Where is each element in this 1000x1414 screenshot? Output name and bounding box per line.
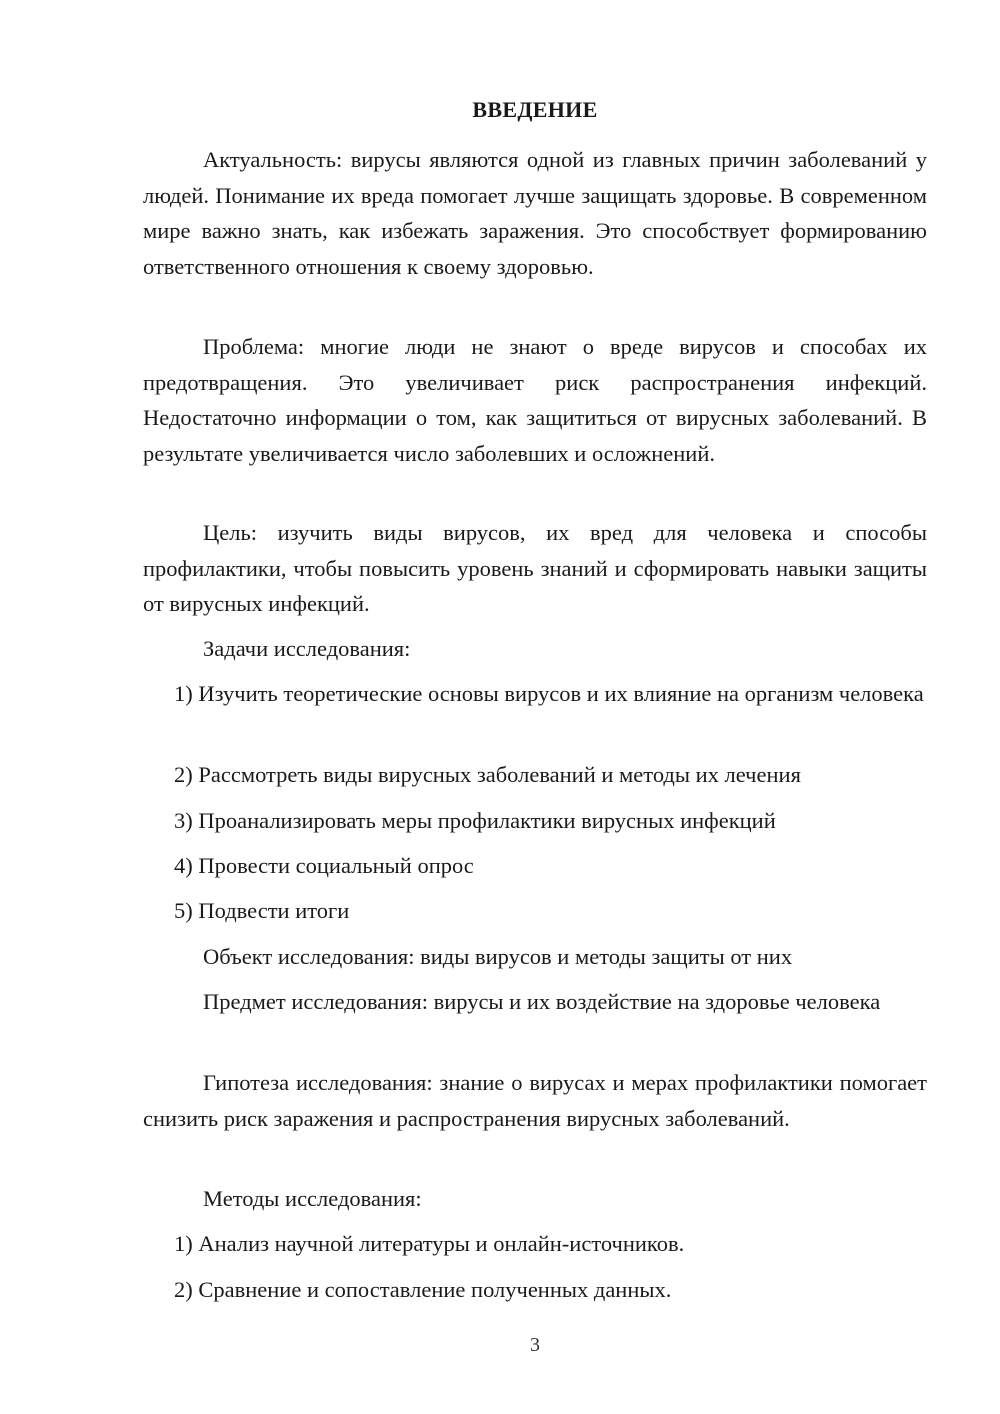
method-item: 1) Анализ научной литературы и онлайн-источников. — [174, 1231, 685, 1256]
problem-paragraph: Проблема: многие люди не знают о вреде вирусов и способах их предотвращения. Это увеличивает риск распространения инфекций. Недостаточно информации о том, как защититься от вирусных заболеваний. В результате увеличивается число заболевших и осложнений. — [143, 334, 927, 466]
task-item: 5) Подвести итоги — [174, 898, 350, 923]
object-paragraph: Объект исследования: виды вирусов и методы защиты от них — [203, 944, 793, 969]
hypothesis-paragraph: Гипотеза исследования: знание о вирусах и мерах профилактики помогает снизить риск заражения и распространения вирусных заболеваний. — [143, 1070, 927, 1131]
goal-paragraph: Цель: изучить виды вирусов, их вред для человека и способы профилактики, чтобы повысить уровень знаний и сформировать навыки защиты от вирусных инфекций. — [143, 520, 927, 616]
method-item: 2) Сравнение и сопоставление полученных данных. — [174, 1277, 672, 1302]
task-item: 2) Рассмотреть виды вирусных заболеваний и методы их лечения — [174, 762, 801, 787]
document-page — [143, 0, 927, 1414]
task-item: 3) Проанализировать меры профилактики вирусных инфекций — [174, 808, 776, 833]
relevance-paragraph: Актуальность: вирусы являются одной из главных причин заболеваний у людей. Понимание их вреда помогает лучше защищать здоровье. В современном мире важно знать, как избежать заражения. Это способствует формированию ответственного отношения к своему здоровью. — [143, 147, 927, 279]
page-title: ВВЕДЕНИЕ — [472, 97, 598, 122]
tasks-heading: Задачи исследования: — [203, 636, 411, 661]
page-number: 3 — [530, 1334, 540, 1356]
task-item: 4) Провести социальный опрос — [174, 853, 474, 878]
task-item: 1) Изучить теоретические основы вирусов и их влияние на организм человека — [174, 681, 924, 706]
methods-heading: Методы исследования: — [203, 1186, 422, 1211]
subject-paragraph: Предмет исследования: вирусы и их воздействие на здоровье человека — [203, 989, 881, 1014]
